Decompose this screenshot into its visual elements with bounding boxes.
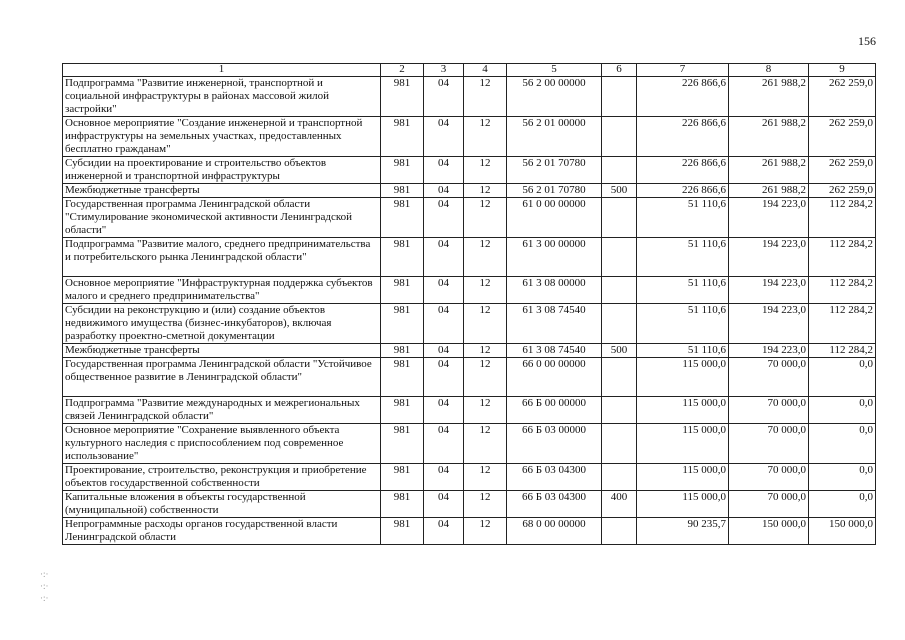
- row-subsection: 12: [464, 277, 507, 304]
- row-amount-year3: 112 284,2: [809, 304, 876, 344]
- row-section: 04: [424, 198, 464, 238]
- row-ministry-code: 981: [381, 184, 424, 198]
- row-ministry-code: 981: [381, 464, 424, 491]
- table-row: [63, 184, 876, 198]
- row-amount-year1: 115 000,0: [637, 491, 729, 518]
- row-section: 04: [424, 77, 464, 117]
- table-row: [63, 77, 876, 117]
- row-target-code: 56 2 00 00000: [507, 77, 602, 117]
- row-amount-year3: 262 259,0: [809, 77, 876, 117]
- row-amount-year3: 262 259,0: [809, 117, 876, 157]
- row-name: Межбюджетные трансферты: [63, 344, 381, 358]
- row-name: Субсидии на реконструкцию и (или) создание объектов недвижимого имущества (бизнес-инкубаторов), включая разработку проектно-сметной документации: [63, 304, 381, 344]
- header-cell: 5: [507, 64, 602, 77]
- row-ministry-code: 981: [381, 238, 424, 277]
- row-subsection: 12: [464, 344, 507, 358]
- row-name: Непрограммные расходы органов государственной власти Ленинградской области: [63, 518, 381, 545]
- row-amount-year1: 226 866,6: [637, 157, 729, 184]
- row-expense-type: [602, 198, 637, 238]
- table-row: [63, 518, 876, 545]
- row-target-code: 56 2 01 70780: [507, 157, 602, 184]
- row-amount-year1: 115 000,0: [637, 397, 729, 424]
- row-amount-year1: 226 866,6: [637, 77, 729, 117]
- row-expense-type: [602, 157, 637, 184]
- row-amount-year2: 261 988,2: [729, 157, 809, 184]
- page-number: 156: [858, 34, 876, 48]
- table-row: [63, 344, 876, 358]
- row-amount-year3: 262 259,0: [809, 157, 876, 184]
- row-target-code: 61 3 08 74540: [507, 304, 602, 344]
- row-amount-year2: 194 223,0: [729, 277, 809, 304]
- row-expense-type: [602, 358, 637, 397]
- table-row: [63, 277, 876, 304]
- row-expense-type: 400: [602, 491, 637, 518]
- row-amount-year2: 194 223,0: [729, 304, 809, 344]
- row-expense-type: 500: [602, 344, 637, 358]
- row-expense-type: [602, 518, 637, 545]
- budget-table: [62, 63, 876, 545]
- scan-mark: ·:·: [40, 581, 49, 591]
- row-name: Подпрограмма "Развитие международных и межрегиональных связей Ленинградской области": [63, 397, 381, 424]
- row-subsection: 12: [464, 117, 507, 157]
- table-row: [63, 238, 876, 277]
- row-subsection: 12: [464, 157, 507, 184]
- row-ministry-code: 981: [381, 397, 424, 424]
- table-body: [63, 77, 876, 545]
- row-ministry-code: 981: [381, 198, 424, 238]
- row-subsection: 12: [464, 198, 507, 238]
- row-amount-year1: 226 866,6: [637, 184, 729, 198]
- row-name: Основное мероприятие "Сохранение выявленного объекта культурного наследия с приспособлением под современное использование": [63, 424, 381, 464]
- header-cell: 3: [424, 64, 464, 77]
- margin-marks: [40, 568, 49, 604]
- row-target-code: 56 2 01 00000: [507, 117, 602, 157]
- row-amount-year3: 0,0: [809, 491, 876, 518]
- row-expense-type: [602, 117, 637, 157]
- row-subsection: 12: [464, 77, 507, 117]
- row-amount-year2: 70 000,0: [729, 397, 809, 424]
- row-subsection: 12: [464, 424, 507, 464]
- row-amount-year3: 112 284,2: [809, 277, 876, 304]
- header-row: [63, 64, 876, 77]
- row-subsection: 12: [464, 491, 507, 518]
- row-amount-year1: 51 110,6: [637, 304, 729, 344]
- row-ministry-code: 981: [381, 117, 424, 157]
- row-expense-type: [602, 77, 637, 117]
- row-section: 04: [424, 464, 464, 491]
- row-ministry-code: 981: [381, 277, 424, 304]
- row-ministry-code: 981: [381, 491, 424, 518]
- row-subsection: 12: [464, 184, 507, 198]
- row-section: 04: [424, 358, 464, 397]
- row-amount-year2: 70 000,0: [729, 424, 809, 464]
- row-amount-year3: 112 284,2: [809, 238, 876, 277]
- row-amount-year2: 70 000,0: [729, 358, 809, 397]
- row-target-code: 66 Б 03 04300: [507, 464, 602, 491]
- row-amount-year3: 0,0: [809, 358, 876, 397]
- table-row: [63, 304, 876, 344]
- row-amount-year2: 70 000,0: [729, 464, 809, 491]
- header-cell: 2: [381, 64, 424, 77]
- row-target-code: 66 Б 03 04300: [507, 491, 602, 518]
- row-subsection: 12: [464, 238, 507, 277]
- row-expense-type: 500: [602, 184, 637, 198]
- row-amount-year1: 226 866,6: [637, 117, 729, 157]
- row-subsection: 12: [464, 358, 507, 397]
- row-amount-year3: 112 284,2: [809, 344, 876, 358]
- row-amount-year2: 70 000,0: [729, 491, 809, 518]
- row-amount-year2: 261 988,2: [729, 77, 809, 117]
- row-amount-year2: 194 223,0: [729, 344, 809, 358]
- header-cell: 9: [809, 64, 876, 77]
- header-cell: 1: [63, 64, 381, 77]
- row-section: 04: [424, 491, 464, 518]
- header-cell: 6: [602, 64, 637, 77]
- row-amount-year1: 51 110,6: [637, 238, 729, 277]
- row-amount-year1: 115 000,0: [637, 424, 729, 464]
- row-section: 04: [424, 304, 464, 344]
- row-subsection: 12: [464, 464, 507, 491]
- row-subsection: 12: [464, 518, 507, 545]
- row-target-code: 61 3 00 00000: [507, 238, 602, 277]
- row-section: 04: [424, 184, 464, 198]
- row-name: Проектирование, строительство, реконструкция и приобретение объектов государственной собственности: [63, 464, 381, 491]
- row-section: 04: [424, 344, 464, 358]
- row-section: 04: [424, 518, 464, 545]
- row-section: 04: [424, 157, 464, 184]
- table-row: [63, 198, 876, 238]
- row-amount-year3: 0,0: [809, 464, 876, 491]
- row-amount-year1: 90 235,7: [637, 518, 729, 545]
- row-target-code: 61 3 08 00000: [507, 277, 602, 304]
- row-target-code: 61 3 08 74540: [507, 344, 602, 358]
- row-name: Субсидии на проектирование и строительство объектов инженерной и транспортной инфраструктуры: [63, 157, 381, 184]
- row-section: 04: [424, 397, 464, 424]
- row-name: Основное мероприятие "Создание инженерной и транспортной инфраструктуры на земельных участках, предоставленных бесплатно гражданам": [63, 117, 381, 157]
- row-amount-year1: 51 110,6: [637, 277, 729, 304]
- header-cell: 4: [464, 64, 507, 77]
- row-target-code: 61 0 00 00000: [507, 198, 602, 238]
- row-amount-year1: 51 110,6: [637, 198, 729, 238]
- row-section: 04: [424, 424, 464, 464]
- row-target-code: 56 2 01 70780: [507, 184, 602, 198]
- row-target-code: 66 0 00 00000: [507, 358, 602, 397]
- scan-mark: ·:·: [40, 593, 49, 603]
- row-amount-year2: 261 988,2: [729, 184, 809, 198]
- row-expense-type: [602, 304, 637, 344]
- row-expense-type: [602, 238, 637, 277]
- row-amount-year3: 150 000,0: [809, 518, 876, 545]
- row-amount-year3: 112 284,2: [809, 198, 876, 238]
- row-amount-year3: 0,0: [809, 424, 876, 464]
- row-ministry-code: 981: [381, 518, 424, 545]
- table-row: [63, 358, 876, 397]
- row-ministry-code: 981: [381, 424, 424, 464]
- row-amount-year2: 150 000,0: [729, 518, 809, 545]
- row-expense-type: [602, 424, 637, 464]
- row-name: Подпрограмма "Развитие малого, среднего предпринимательства и потребительского рынка Ленинградской области": [63, 238, 381, 277]
- row-ministry-code: 981: [381, 344, 424, 358]
- table-row: [63, 464, 876, 491]
- row-section: 04: [424, 117, 464, 157]
- row-amount-year2: 194 223,0: [729, 238, 809, 277]
- table-row: [63, 491, 876, 518]
- row-ministry-code: 981: [381, 77, 424, 117]
- row-amount-year3: 262 259,0: [809, 184, 876, 198]
- row-ministry-code: 981: [381, 358, 424, 397]
- row-name: Основное мероприятие "Инфраструктурная поддержка субъектов малого и среднего предпринимательства": [63, 277, 381, 304]
- row-expense-type: [602, 277, 637, 304]
- row-name: Государственная программа Ленинградской области "Стимулирование экономической активности Ленинградской области": [63, 198, 381, 238]
- row-section: 04: [424, 238, 464, 277]
- table-row: [63, 424, 876, 464]
- row-target-code: 66 Б 00 00000: [507, 397, 602, 424]
- row-section: 04: [424, 277, 464, 304]
- row-name: Капитальные вложения в объекты государственной (муниципальной) собственности: [63, 491, 381, 518]
- header-cell: 8: [729, 64, 809, 77]
- row-target-code: 66 Б 03 00000: [507, 424, 602, 464]
- row-amount-year2: 261 988,2: [729, 117, 809, 157]
- row-expense-type: [602, 397, 637, 424]
- row-amount-year1: 115 000,0: [637, 358, 729, 397]
- row-name: Государственная программа Ленинградской области "Устойчивое общественное развитие в Ленинградской области": [63, 358, 381, 397]
- row-subsection: 12: [464, 397, 507, 424]
- row-name: Подпрограмма "Развитие инженерной, транспортной и социальной инфраструктуры в районах массовой жилой застройки": [63, 77, 381, 117]
- row-amount-year1: 51 110,6: [637, 344, 729, 358]
- row-name: Межбюджетные трансферты: [63, 184, 381, 198]
- table-row: [63, 157, 876, 184]
- table-row: [63, 117, 876, 157]
- header-cell: 7: [637, 64, 729, 77]
- row-subsection: 12: [464, 304, 507, 344]
- row-target-code: 68 0 00 00000: [507, 518, 602, 545]
- row-amount-year3: 0,0: [809, 397, 876, 424]
- row-expense-type: [602, 464, 637, 491]
- row-amount-year1: 115 000,0: [637, 464, 729, 491]
- table-row: [63, 397, 876, 424]
- row-amount-year2: 194 223,0: [729, 198, 809, 238]
- row-ministry-code: 981: [381, 157, 424, 184]
- row-ministry-code: 981: [381, 304, 424, 344]
- scan-mark: ·:·: [40, 569, 49, 579]
